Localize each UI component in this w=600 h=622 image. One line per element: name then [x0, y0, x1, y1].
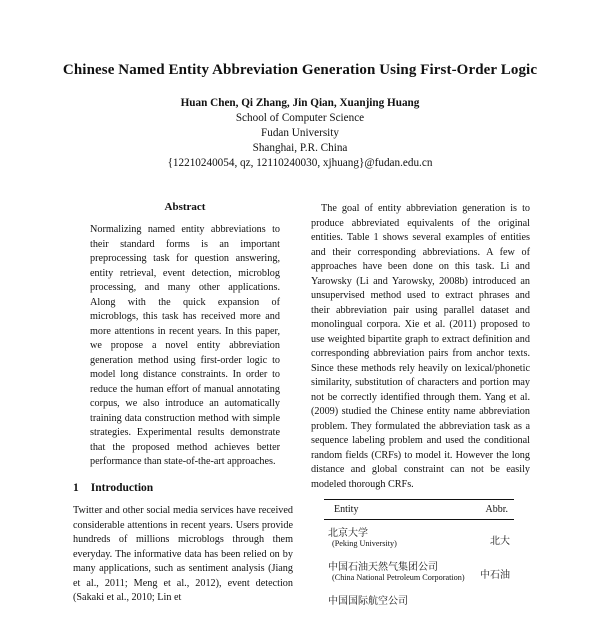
table-row [324, 520, 514, 554]
table-row [324, 554, 514, 588]
table-header-abbr: Abbr. [485, 504, 508, 515]
table-row [324, 588, 514, 622]
table-cell-entity-zh: 中国石油天然气集团公司 [328, 562, 438, 573]
table-header-entity: Entity [334, 504, 359, 515]
author-block [0, 96, 600, 171]
table-cell-entity-zh: 北京大学 [328, 528, 368, 539]
table-cell-abbr: 北大 [490, 536, 510, 547]
section-heading-introduction [73, 482, 153, 494]
abstract-heading: Abstract [164, 201, 206, 213]
table-cell-entity-en: (China National Petroleum Corporation) [332, 573, 465, 582]
introduction-text: Twitter and other social media services have received considerable attentions in recent years. Users provide hundreds of millions microblogs through them everyday. The informative data has been relied on by many applications, such as sentiment analysis (Jiang et al., 2011; Meng et al., 2012), event detection (Sakaki et al., 2010; Lin et [73, 505, 293, 603]
author-names: Huan Chen, Qi Zhang, Jin Qian, Xuanjing Huang [180, 97, 420, 109]
paper-title: Chinese Named Entity Abbreviation Generation Using First-Order Logic [62, 62, 538, 78]
section-title: Introduction [90, 482, 154, 494]
table-header [324, 500, 514, 519]
table-cell-entity-zh: 中国国际航空公司 [328, 596, 408, 607]
affiliation-location: Shanghai, P.R. China [252, 142, 348, 154]
table-cell-abbr: 中石油 [480, 570, 510, 581]
affiliation-university: Fudan University [261, 127, 339, 139]
abstract-body [90, 223, 280, 470]
affiliation-school: School of Computer Science [235, 112, 365, 124]
right-column-body [311, 202, 530, 492]
right-column-text: The goal of entity abbreviation generation is to produce abbreviated equivalents of the original entities. Table 1 shows several examples of entities and their corresponding abbreviations. A few of approaches have been done on this task. Li and Yarowsky (Li and Yarowsky, 2008b) introduced an unsupervised method used to extract phrases and their abbreviation pair using parallel dataset and monolingual corpora. Xie et al. (2011) proposed to use weighted bipartite graph to extract definition and corresponding abbreviation pairs from anchor texts. Since these methods rely heavily on lexical/phonetic similarity, substitution of characters and portion may not be correctly identified through them. Yang et al. (2009) studied the Chinese entity name abbreviation problem. They formulated the abbreviation task as a sequence labeling problem and used the conditional random fields (CRFs) to model it. However the long distance and global constraint can not be easily modeled thorough CRFs. [311, 203, 530, 490]
abbreviation-table [324, 499, 514, 622]
table-cell-entity-en: (Peking University) [332, 539, 397, 548]
section-number: 1 [73, 482, 79, 494]
abstract-text: Normalizing named entity abbreviations to their standard forms is an important preprocessing task for question answering, entity retrieval, event detection, microblog processing, and many other applications. Along with the quick expansion of microblogs, this task has received more and more attentions in recent years. In this paper, we propose a novel entity abbreviation generation method using first-order logic to model long distance constraints. In order to reduce the human effort of manual annotating corpus, we also introduce an automatically training data construction method with simple strategies. Experimental results demonstrate that the proposed method achieves better performance than state-of-the-art approaches. [90, 224, 280, 467]
author-emails: {12210240054, qz, 12110240030, xjhuang}@fudan.edu.cn [167, 157, 433, 169]
introduction-body [73, 504, 293, 606]
